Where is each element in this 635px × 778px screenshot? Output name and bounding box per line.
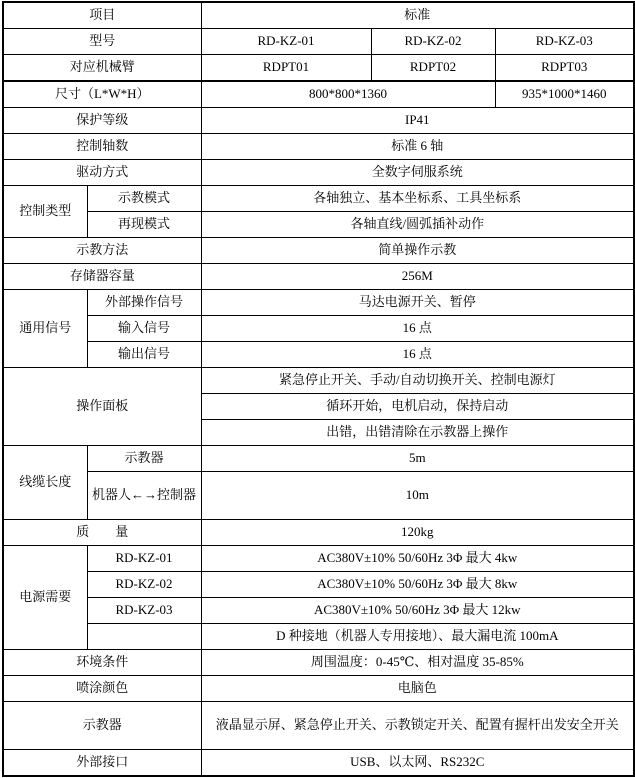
spec-value-cell: RDPT03 bbox=[495, 55, 634, 82]
table-row bbox=[3, 520, 634, 546]
spec-value-cell: 电脑色 bbox=[201, 676, 634, 702]
table-row bbox=[3, 238, 634, 264]
spec-value-cell: 800*800*1360 bbox=[201, 81, 495, 108]
spec-value-cell: 935*1000*1460 bbox=[495, 81, 634, 108]
table-row bbox=[3, 290, 634, 316]
table-row bbox=[3, 55, 634, 82]
spec-sublabel-cell: RD-KZ-01 bbox=[87, 546, 201, 572]
spec-value-cell: AC380V±10% 50/60Hz 3Φ 最大 8kw bbox=[201, 572, 634, 598]
spec-value-cell: RDPT01 bbox=[201, 55, 371, 82]
spec-value-cell: 256M bbox=[201, 264, 634, 290]
table-row bbox=[3, 472, 634, 520]
spec-value-cell: AC380V±10% 50/60Hz 3Φ 最大 4kw bbox=[201, 546, 634, 572]
spec-sublabel-cell: 再现模式 bbox=[87, 212, 201, 238]
spec-label-cell: 驱动方式 bbox=[3, 160, 201, 186]
table-row bbox=[3, 212, 634, 238]
spec-sublabel-cell: 示教器 bbox=[87, 446, 201, 472]
table-row bbox=[3, 186, 634, 212]
spec-sublabel-cell: 输出信号 bbox=[87, 342, 201, 368]
spec-value-cell: 5m bbox=[201, 446, 634, 472]
spec-table bbox=[2, 1, 635, 777]
spec-group-label-cell: 通用信号 bbox=[3, 290, 87, 368]
table-row bbox=[3, 160, 634, 186]
spec-value-cell: 标准 6 轴 bbox=[201, 134, 634, 160]
header-item-cell: 项目 bbox=[3, 2, 201, 29]
spec-sublabel-cell: RD-KZ-03 bbox=[87, 598, 201, 624]
spec-value-cell: 简单操作示教 bbox=[201, 238, 634, 264]
spec-value-cell: AC380V±10% 50/60Hz 3Φ 最大 12kw bbox=[201, 598, 634, 624]
spec-value-cell: USB、以太网、RS232C bbox=[201, 750, 634, 777]
spec-label-cell: 质 量 bbox=[3, 520, 201, 546]
spec-label-cell: 保护等级 bbox=[3, 108, 201, 134]
table-row bbox=[3, 2, 634, 29]
spec-sublabel-cell: 示教模式 bbox=[87, 186, 201, 212]
table-row bbox=[3, 676, 634, 702]
spec-value-cell: 液晶显示屏、紧急停止开关、示教锁定开关、配置有握杆出发安全开关 bbox=[201, 702, 634, 750]
spec-value-cell: 各轴直线/圆弧插补动作 bbox=[201, 212, 634, 238]
spec-group-label-cell: 电源需要 bbox=[3, 546, 87, 650]
table-row bbox=[3, 546, 634, 572]
table-row bbox=[3, 650, 634, 676]
spec-label-cell: 存储器容量 bbox=[3, 264, 201, 290]
spec-label-cell: 对应机械臂 bbox=[3, 55, 201, 82]
table-row bbox=[3, 750, 634, 777]
spec-group-label-cell: 操作面板 bbox=[3, 368, 201, 446]
spec-label-cell: 外部接口 bbox=[3, 750, 201, 777]
spec-value-cell: RD-KZ-02 bbox=[371, 29, 495, 55]
spec-label-cell: 喷涂颜色 bbox=[3, 676, 201, 702]
spec-label-cell: 型号 bbox=[3, 29, 201, 55]
table-row bbox=[3, 342, 634, 368]
table-row bbox=[3, 108, 634, 134]
spec-value-cell: 紧急停止开关、手动/自动切换开关、控制电源灯 bbox=[201, 368, 634, 394]
spec-value-cell: 10m bbox=[201, 472, 634, 520]
spec-value-cell: 16 点 bbox=[201, 316, 634, 342]
spec-group-label-cell: 控制类型 bbox=[3, 186, 87, 238]
spec-sublabel-cell bbox=[87, 624, 201, 650]
spec-label-cell: 控制轴数 bbox=[3, 134, 201, 160]
spec-sublabel-cell: 机器人←→控制器 bbox=[87, 472, 201, 520]
spec-group-label-cell: 线缆长度 bbox=[3, 446, 87, 520]
spec-sublabel-cell: 输入信号 bbox=[87, 316, 201, 342]
spec-value-cell: 全数字伺服系统 bbox=[201, 160, 634, 186]
spec-label-cell: 示教方法 bbox=[3, 238, 201, 264]
spec-value-cell: 出错，出错清除在示教器上操作 bbox=[201, 420, 634, 446]
table-row bbox=[3, 29, 634, 55]
table-row bbox=[3, 446, 634, 472]
table-row bbox=[3, 264, 634, 290]
table-row bbox=[3, 572, 634, 598]
spec-value-cell: RD-KZ-01 bbox=[201, 29, 371, 55]
spec-value-cell: 120kg bbox=[201, 520, 634, 546]
table-row bbox=[3, 702, 634, 750]
spec-value-cell: RDPT02 bbox=[371, 55, 495, 82]
table-row bbox=[3, 81, 634, 108]
spec-value-cell: 循环开始，电机启动，保持启动 bbox=[201, 394, 634, 420]
table-row bbox=[3, 624, 634, 650]
spec-value-cell: 周围温度：0-45℃、相对温度 35-85% bbox=[201, 650, 634, 676]
table-row bbox=[3, 316, 634, 342]
spec-sublabel-cell: RD-KZ-02 bbox=[87, 572, 201, 598]
header-standard-cell: 标准 bbox=[201, 2, 634, 29]
spec-label-cell: 环境条件 bbox=[3, 650, 201, 676]
spec-value-cell: 16 点 bbox=[201, 342, 634, 368]
table-row bbox=[3, 368, 634, 394]
table-row bbox=[3, 598, 634, 624]
spec-value-cell: 马达电源开关、暂停 bbox=[201, 290, 634, 316]
spec-value-cell: D 种接地（机器人专用接地）、最大漏电流 100mA bbox=[201, 624, 634, 650]
table-row bbox=[3, 134, 634, 160]
spec-label-cell: 示教器 bbox=[3, 702, 201, 750]
spec-value-cell: IP41 bbox=[201, 108, 634, 134]
spec-value-cell: RD-KZ-03 bbox=[495, 29, 634, 55]
spec-label-cell: 尺寸（L*W*H） bbox=[3, 81, 201, 108]
spec-value-cell: 各轴独立、基本坐标系、工具坐标系 bbox=[201, 186, 634, 212]
spec-sublabel-cell: 外部操作信号 bbox=[87, 290, 201, 316]
